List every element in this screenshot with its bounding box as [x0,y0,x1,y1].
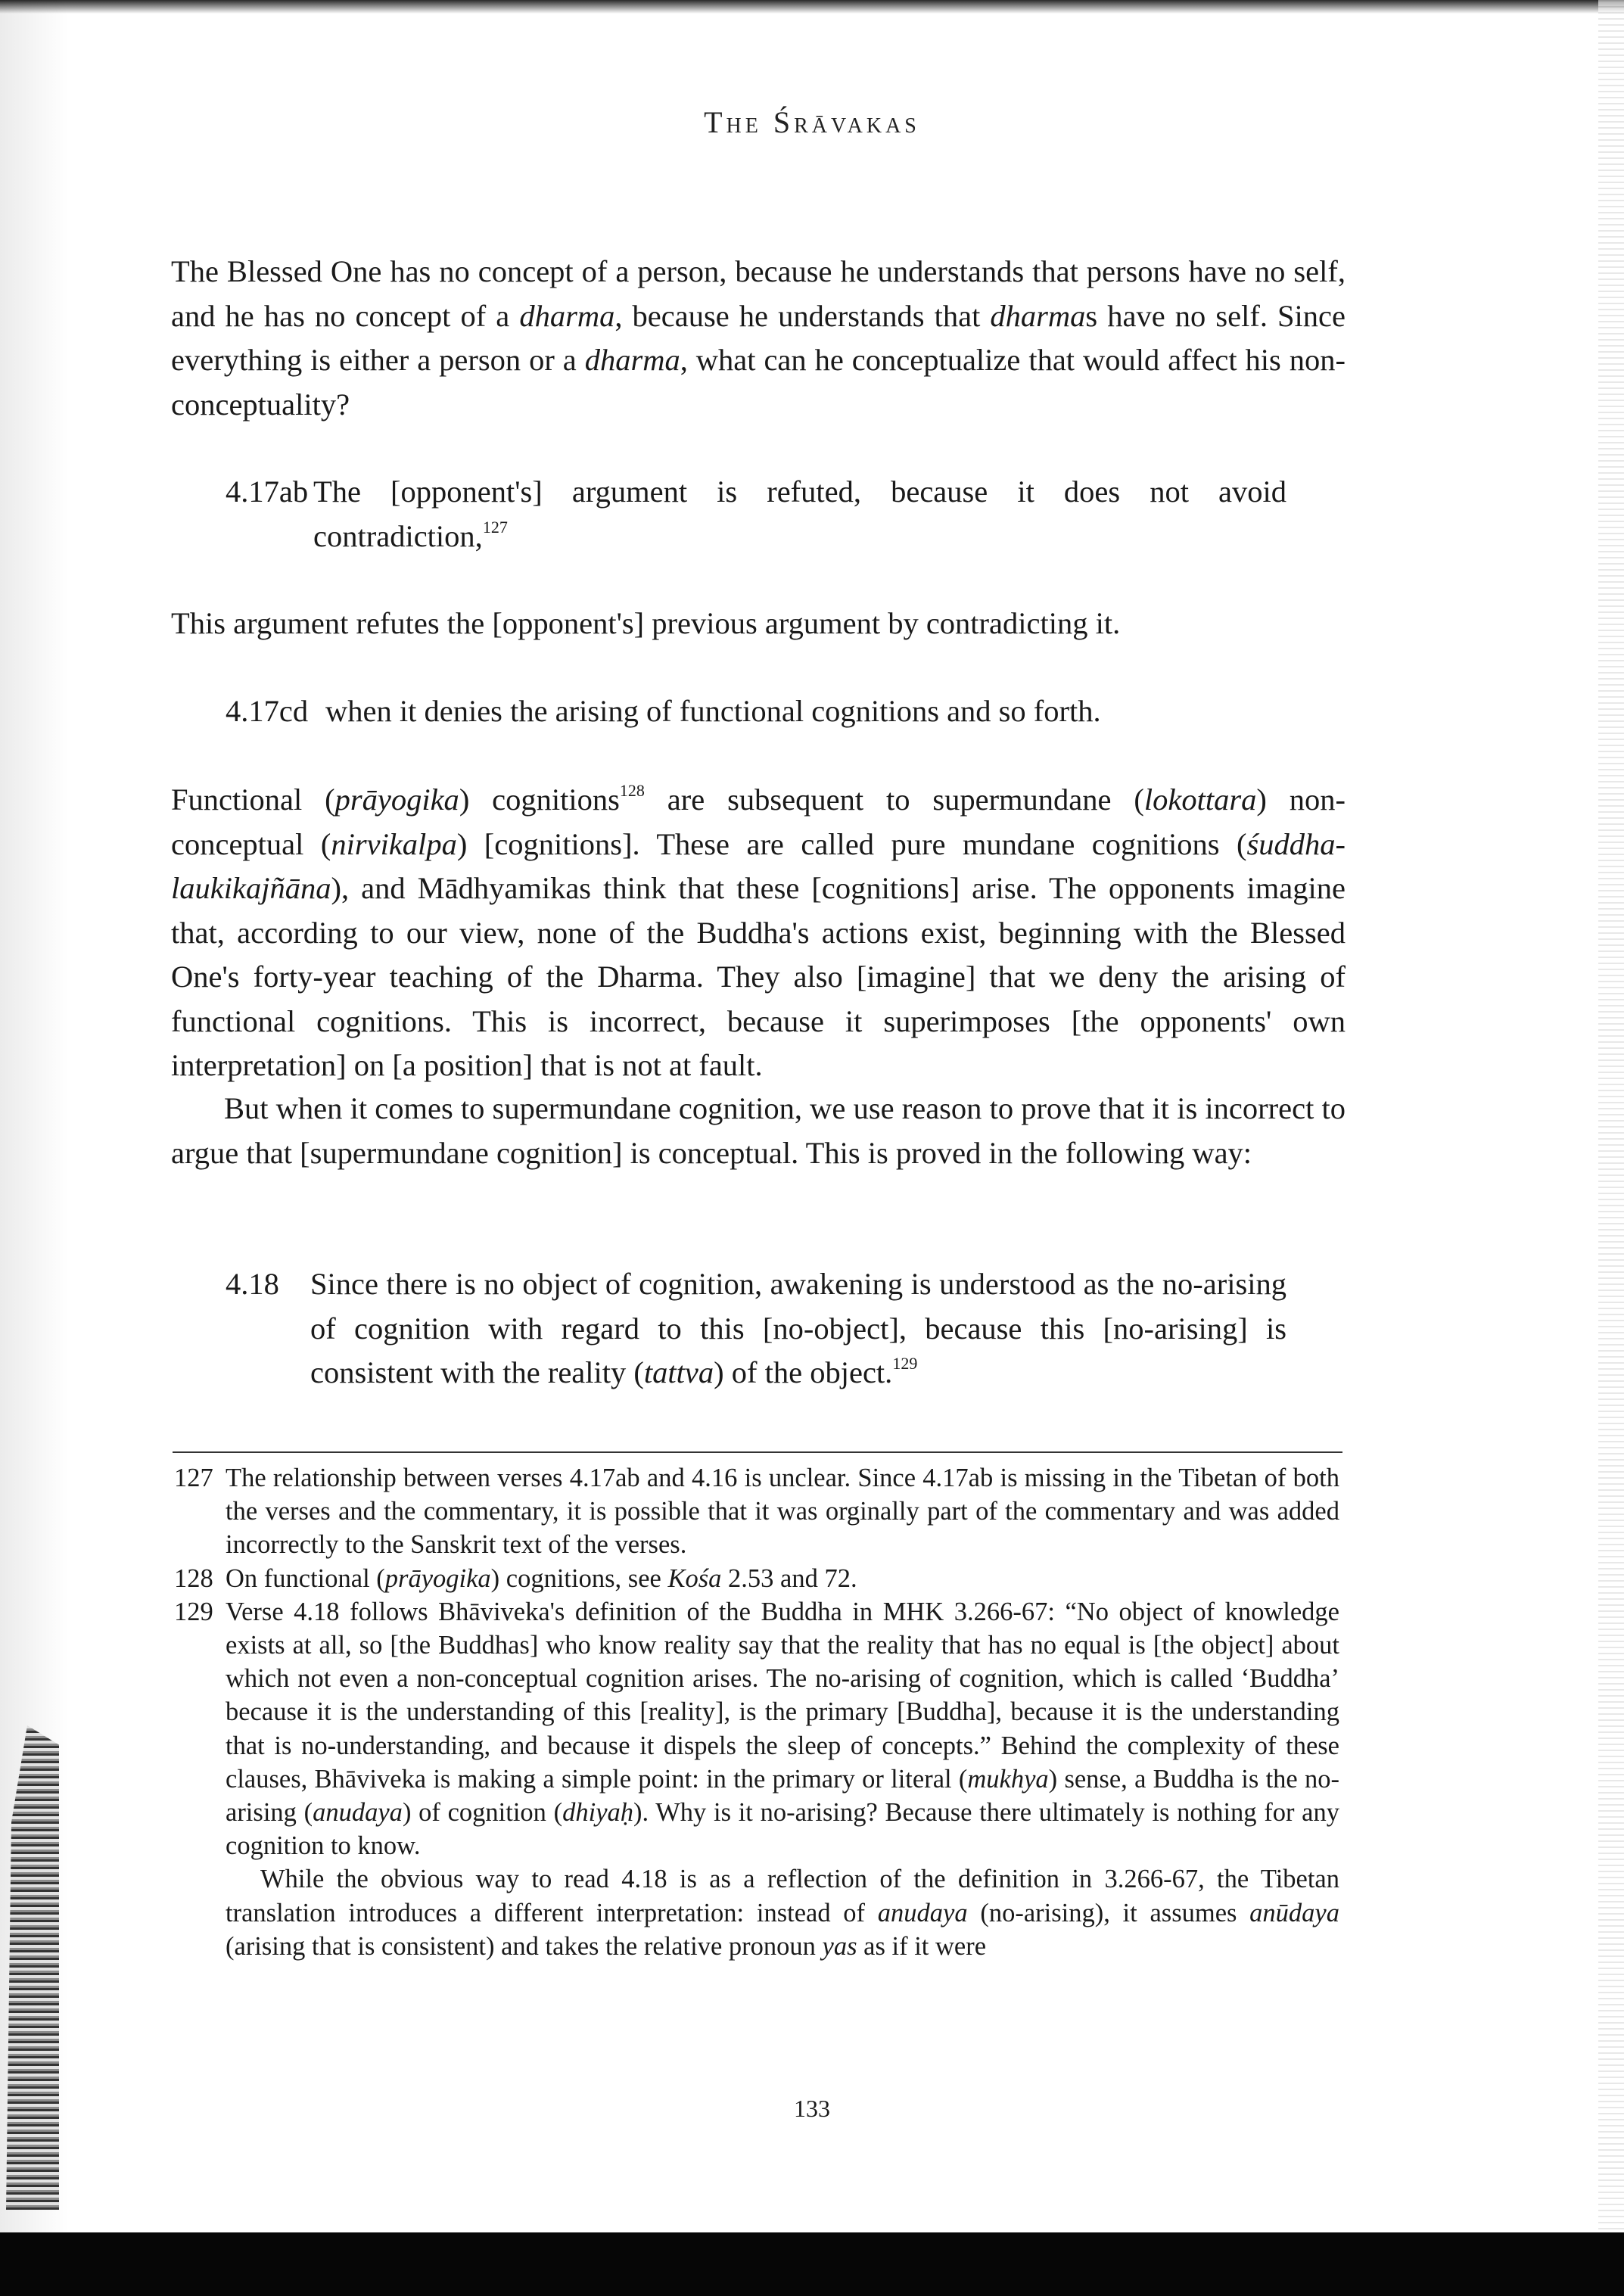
footnote-number: 129 [174,1597,213,1626]
footnote-number: 127 [174,1464,213,1492]
footnote-ref-128[interactable]: 128 [619,781,645,800]
page-number: 133 [794,2095,830,2122]
scan-right-page-edge [1598,0,1624,2296]
footnote-ref-129[interactable]: 129 [892,1354,918,1373]
footnote-text: Verse 4.18 follows Bhāviveka's definition of the Buddha in MHK 3.266-67: “No object of knowledge exists at all, so [the Buddhas] who know reality say that the reality that has no equal is [the object] about which not even a non-conceptual cognition arises. The no-arising of cognition, which is called ‘Buddha’ because it is the understanding of this [reality], is the primary [Buddha], because it is the understanding that is no-understanding, and because it dispels the sleep of concepts.” Behind the complexity of these clauses, Bhāviveka is making a simple point: in the primary or literal (mukhya) sense, a Buddha is the no-arising (anudaya) of cognition (dhiyaḥ). Why is it no-arising? Because there ultimately is nothing for any cognition to know. [226,1597,1339,1861]
verse-4-18 [226,1262,1286,1395]
scan-top-edge [0,0,1624,14]
verse-number: 4.17ab [226,474,309,509]
running-head: The Śrāvakas [704,105,920,139]
paragraph-4: But when it comes to supermundane cognition, we use reason to prove that it is incorrect to argue that [supermundane cognition] is conceptual. This is proved in the following way: [171,1091,1346,1170]
footnote-ref-127[interactable]: 127 [482,517,508,537]
footnote-127 [174,1461,1339,1562]
footnote-rule [173,1451,1342,1453]
verse-text: The [opponent's] argument is refuted, because it does not avoid contradiction,$^{127}$ [313,474,1286,553]
verse-text: when it denies the arising of functional cognitions and so forth. [325,694,1101,728]
verse-number: 4.18 [226,1267,279,1301]
verse-text: Since there is no object of cognition, awakening is understood as the no-arising of cognition with regard to this [no-object], because this [no-arising] is consistent with the reality (tattva) of the object.$^{129}$ [310,1267,1286,1389]
footnote-number: 128 [174,1563,213,1593]
scan-bottom-edge [0,2232,1624,2296]
verse-4-17cd [226,689,1286,734]
footnote-128 [174,1562,1339,1595]
paragraph-1: The Blessed One has no concept of a person, because he understands that persons have no self, and he has no concept of a dharma, because he understands that dharmas have no self. Since everything is either a person or a dharma, what can he conceptualize that would affect his non-conceptuality? [171,254,1346,422]
footnote-text: The relationship between verses 4.17ab and 4.16 is unclear. Since 4.17ab is missing in the Tibetan of both the verses and the commentary, it is possible that it was orginally part of the commentary and was added incorrectly to the Sanskrit text of the verses. [226,1464,1339,1560]
footnote-text: On functional (prāyogika) cognitions, see Kośa 2.53 and 72. [226,1563,857,1593]
footnotes [174,1461,1339,1963]
verse-4-17ab [226,470,1286,558]
footnote-129 [174,1595,1339,1863]
paragraph-3: Functional (prāyogika) cognitions$^{128}$ are subsequent to supermundane (lokottara) non-conceptual (nirvikalpa) [cognitions]. These are called pure mundane cognitions (śuddha-laukikajñāna), and Mādhyamikas think that these [cognitions] arise. The opponents imagine that, according to our view, none of the Buddha's actions exist, beginning with the Blessed One's forty-year teaching of the Dharma. They also [imagine] that we deny the arising of functional cognitions. This is incorrect, because it superimposes [the opponents' own interpretation] on [a position] that is not at fault. [171,781,1346,1082]
footnote-129-continuation: While the obvious way to read 4.18 is as a reflection of the definition in 3.266-67, the Tibetan translation introduces a different interpretation: instead of anudaya (no-arising), it assumes anūdaya (arising that is consistent) and takes the relative pronoun yas as if it were [226,1865,1339,1961]
paragraph-2: This argument refutes the [opponent's] previous argument by contradicting it. [171,606,1121,640]
verse-number: 4.17cd [226,694,309,728]
